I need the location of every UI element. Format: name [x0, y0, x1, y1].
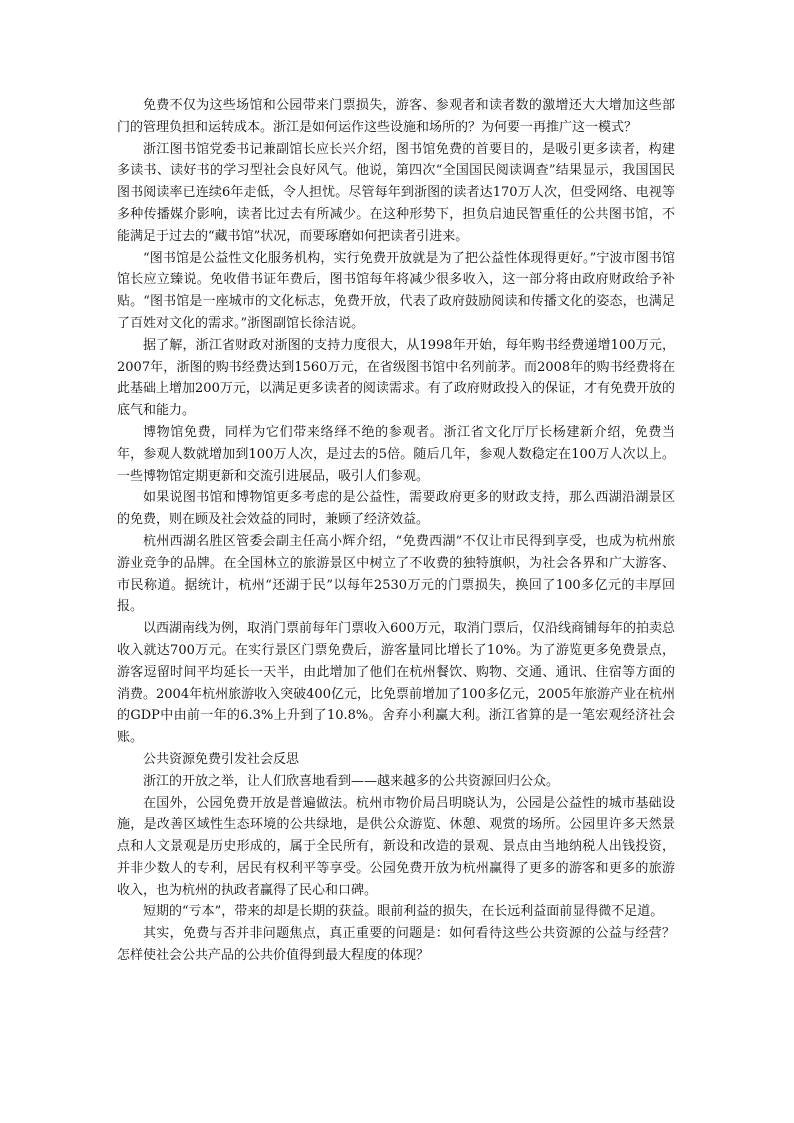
- section-heading: 公共资源免费引发社会反思: [143, 751, 300, 767]
- document-body: [117, 95, 675, 967]
- paragraph-parks-abroad: 在国外，公园免费开放是普遍做法。杭州市物价局吕明晓认为，公园是公益性的城市基础设施，是改善区域性生态环境的公共绿地，是供公众游览、休憩、观赏的场所。公园里许多天然景点和人文景观是历史形成的，属于全民所有，新设和改造的景观、景点由当地纳税人出钱投资，并非少数人的专利，居民有权利平等享受。公园免费开放为杭州赢得了更多的游客和更多的旅游收入，也为杭州的执政者赢得了民心和口碑。: [117, 795, 675, 898]
- paragraph-library-funding: 据了解，浙江省财政对浙图的支持力度很大，从1998年开始，每年购书经费递增100万元，2007年，浙图的购书经费达到1560万元，在省级图书馆中名列前茅。而2008年的购书经费将在此基础上增加200万元，以满足更多读者的阅读需求。有了政府财政投入的保证，才有免费开放的底气和能力。: [117, 337, 675, 419]
- paragraph-west-lake-example: 以西湖南线为例，取消门票前每年门票收入600万元，取消门票后，仅沿线商铺每年的拍卖总收入就达700万元。在实行景区门票免费后，游客量同比增长了10%。为了游览更多免费景点，游客逗留时间平均延长一天半，由此增加了他们在杭州餐饮、购物、交通、通讯、住宿等方面的消费。2004年杭州旅游收入突破400亿元，比免票前增加了100多亿元，2005年旅游产业在杭州的GDP中由前一年的6.3%上升到了10.8%。舍弃小利赢大利。浙江省算的是一笔宏观经济社会账。: [117, 621, 675, 746]
- paragraph-short-term-loss: 短期的“亏本”，带来的却是长期的获益。眼前利益的损失，在长远利益面前显得微不足道。: [143, 904, 664, 920]
- paragraph-west-lake-intro: 如果说图书馆和博物馆更多考虑的是公益性，需要政府更多的财政支持，那么西湖沿湖景区的免费，则在顾及社会效益的同时，兼顾了经济效益。: [117, 490, 675, 528]
- paragraph-intro: 免费不仅为这些场馆和公园带来门票损失，游客、参观者和读者数的激增还大大增加这些部门的管理负担和运转成本。浙江是如何运作这些设施和场所的？为何要一再推广这一模式？: [117, 98, 675, 135]
- paragraph-museum: 博物馆免费，同样为它们带来络绎不绝的参观者。浙江省文化厅厅长杨建新介绍，免费当年，参观人数就增加到100万人次，是过去的5倍。随后几年，参观人数稳定在100万人次以上。一些博物馆定期更新和交流引进展品，吸引人们参观。: [117, 424, 675, 484]
- paragraph-library-public-service: “图书馆是公益性文化服务机构，实行免费开放就是为了把公益性体现得更好。”宁波市图书馆馆长应立臻说。免收借书证年费后，图书馆每年将减少很多收入，这一部分将由政府财政给予补贴。“图书馆是一座城市的文化标志，免费开放，代表了政府鼓励阅读和传播文化的姿态，也满足了百姓对文化的需求。”浙图副馆长徐洁说。: [117, 250, 675, 331]
- paragraph-resources-return: 浙江的开放之举，让人们欣喜地看到——越来越多的公共资源回归公众。: [143, 773, 560, 789]
- paragraph-conclusion: 其实，免费与否并非问题焦点，真正重要的问题是：如何看待这些公共资源的公益与经营？怎样使社会公共产品的公共价值得到最大程度的体现？: [117, 926, 675, 964]
- paragraph-library-purpose: 浙江图书馆党委书记兼副馆长应长兴介绍，图书馆免费的首要目的，是吸引更多读者，构建多读书、读好书的学习型社会良好风气。他说，第四次“全国国民阅读调查”结果显示，我国国民图书阅读率已连续6年走低，令人担忧。尽管每年到浙图的读者达170万人次，但受网络、电视等多种传播媒介影响，读者比过去有所减少。在这种形势下，担负启迪民智重任的公共图书馆，不能满足于过去的“藏书馆”状况，而要琢磨如何把读者引进来。: [117, 141, 675, 244]
- paragraph-west-lake-brand: 杭州西湖名胜区管委会副主任高小辉介绍，“免费西湖”不仅让市民得到享受，也成为杭州旅游业竞争的品牌。在全国林立的旅游景区中树立了不收费的独特旗帜，为社会各界和广大游客、市民称道。据统计，杭州“还湖于民”以每年2530万元的门票损失，换回了100多亿元的丰厚回报。: [117, 533, 675, 615]
